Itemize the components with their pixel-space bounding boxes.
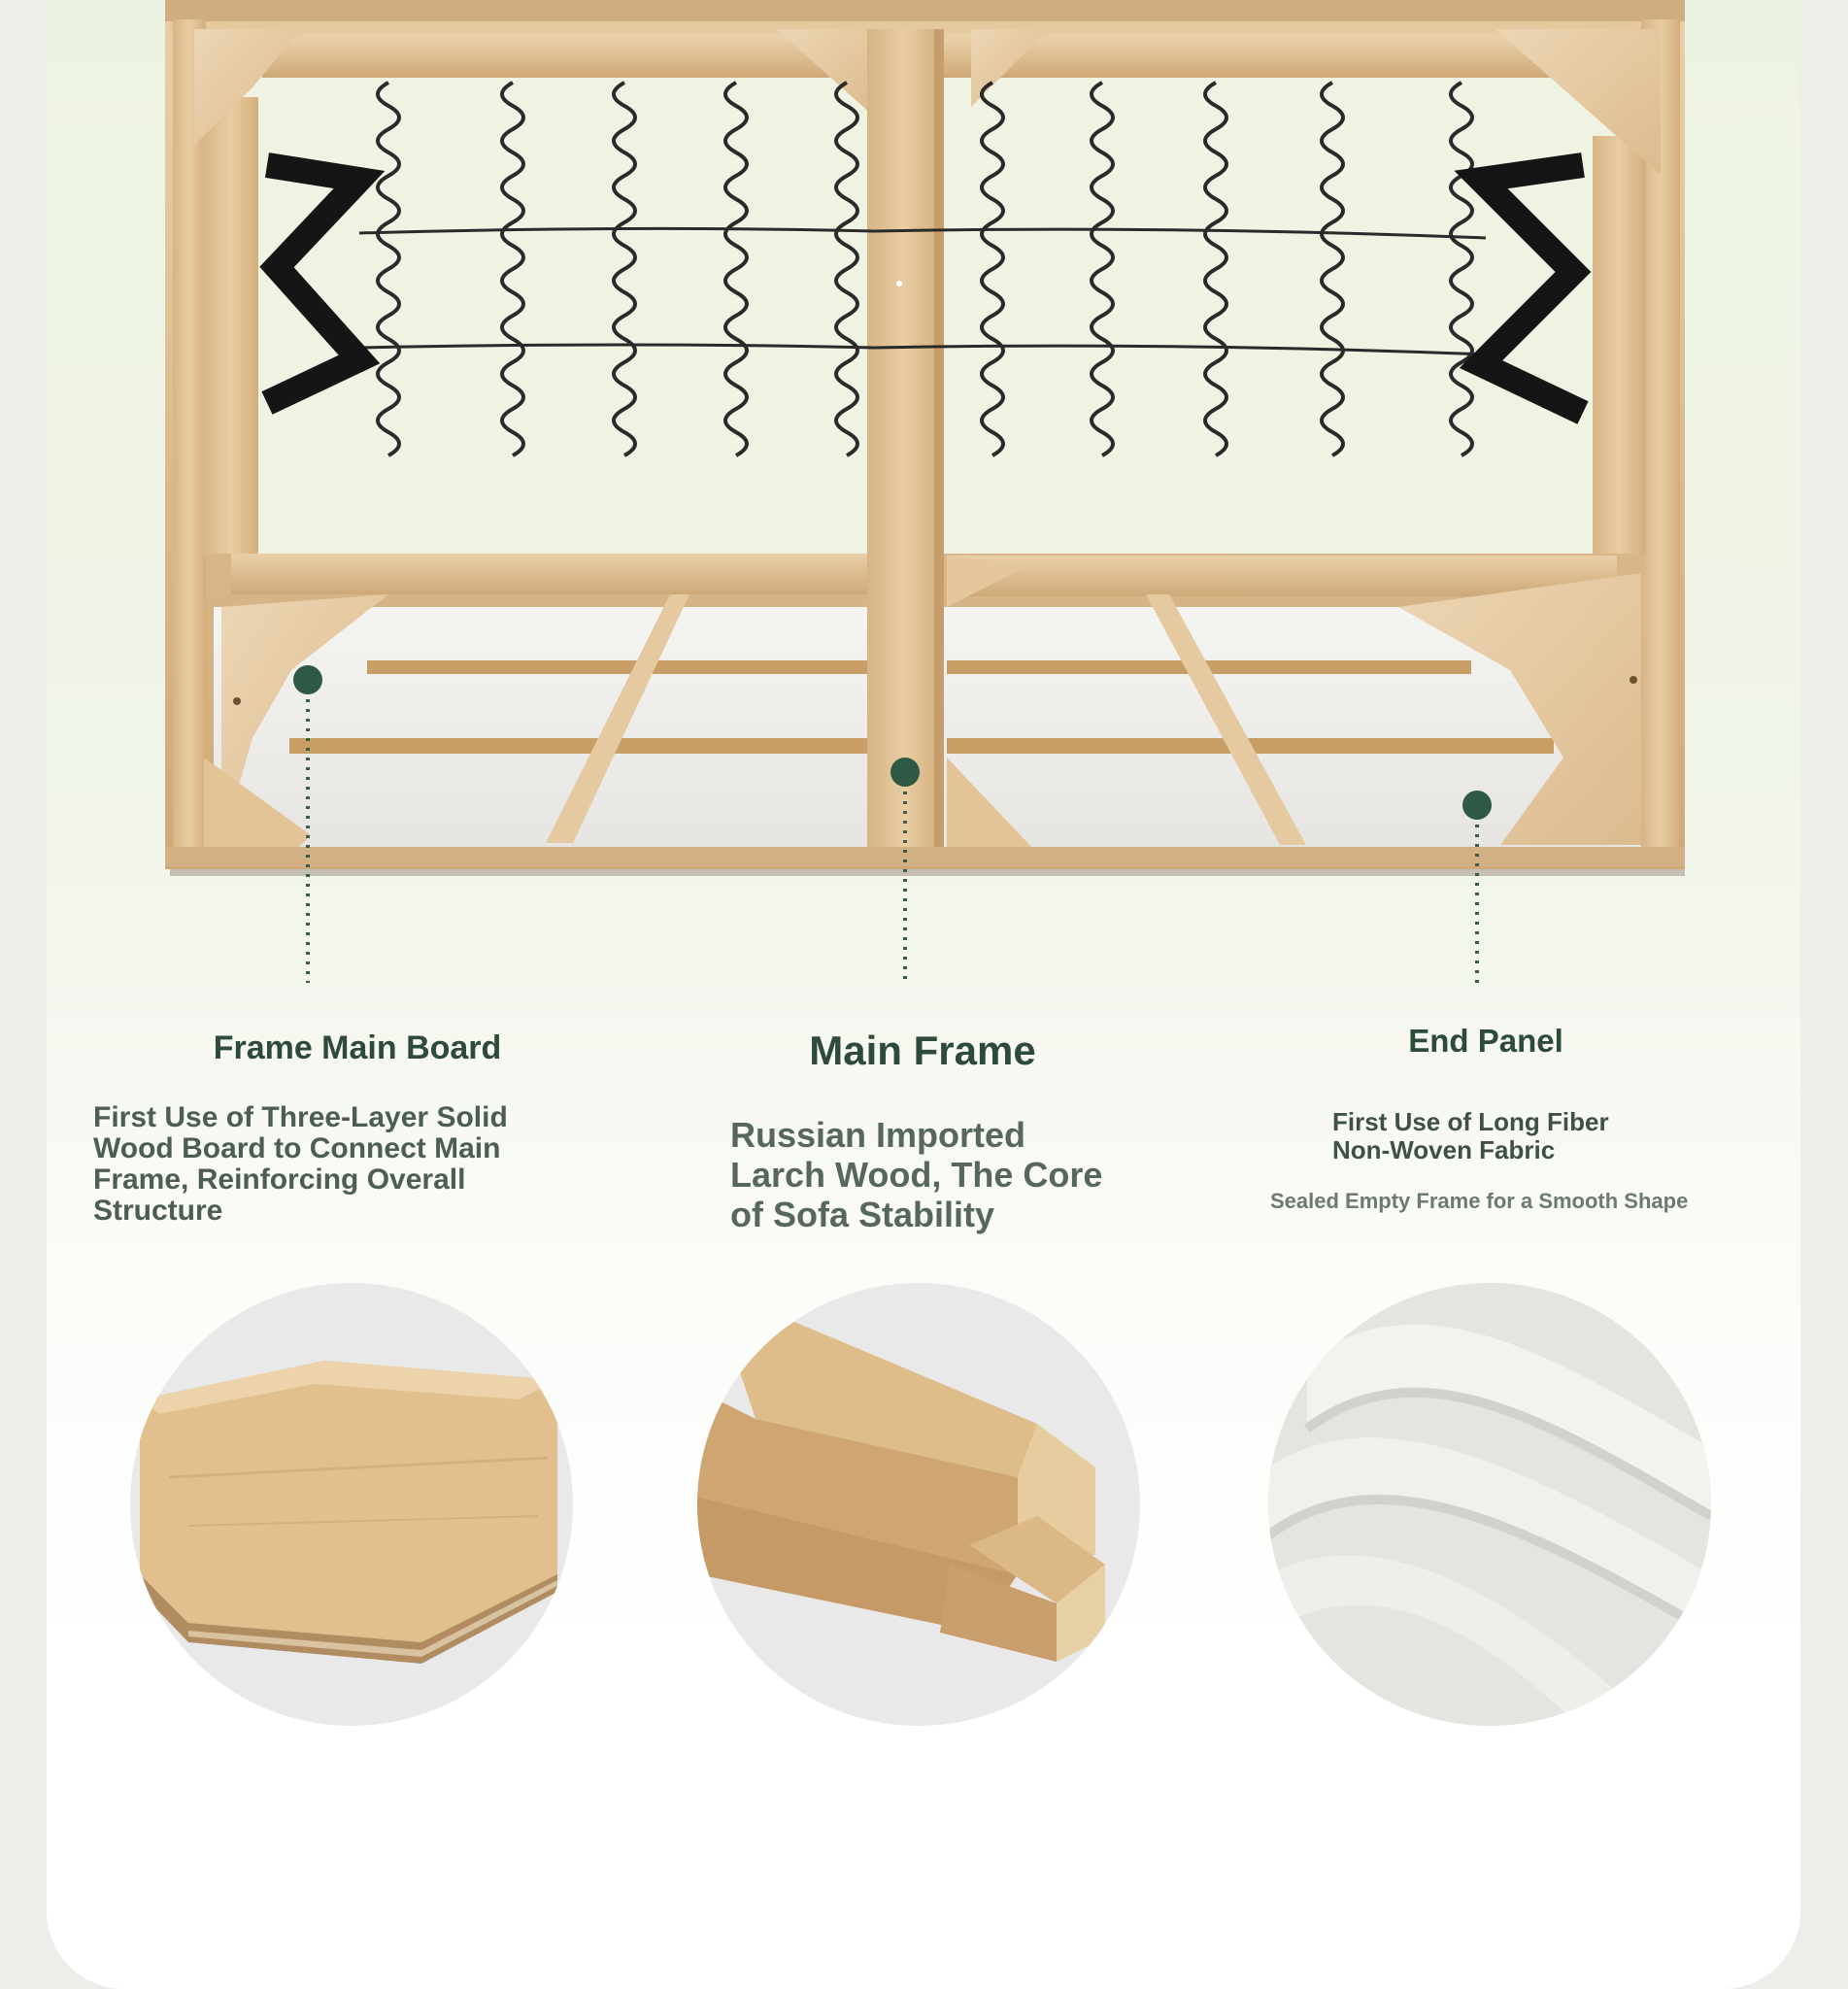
description-line: Non-Woven Fabric <box>1332 1135 1556 1164</box>
feature-description-main-frame <box>730 1115 1148 1234</box>
feature-description-frame-main-board <box>93 1102 579 1227</box>
description-line: of Sofa Stability <box>730 1195 995 1234</box>
thumb-non-woven-fabric <box>1268 1283 1711 1726</box>
callout-dot-icon <box>1462 791 1492 820</box>
thumb-larch-wood <box>697 1283 1140 1726</box>
description-line: Russian Imported <box>730 1115 1026 1155</box>
description-line: Wood Board to Connect Main <box>93 1132 501 1164</box>
feature-subnote-end-panel: Sealed Empty Frame for a Smooth Shape <box>1270 1189 1689 1213</box>
feature-title-main-frame: Main Frame <box>809 1028 1036 1073</box>
description-line: First Use of Long Fiber <box>1332 1107 1609 1136</box>
description-line: Frame, Reinforcing Overall <box>93 1163 466 1196</box>
description-line: Larch Wood, The Core <box>730 1155 1103 1195</box>
callout-end-panel <box>47 0 1800 1068</box>
description-line: Structure <box>93 1195 223 1227</box>
feature-title-end-panel: End Panel <box>1408 1023 1563 1059</box>
thumb-three-layer-board <box>130 1283 573 1726</box>
feature-title-frame-main-board: Frame Main Board <box>213 1029 502 1066</box>
feature-description-end-panel <box>1332 1108 1740 1164</box>
product-detail-card <box>47 0 1800 1989</box>
description-line: First Use of Three-Layer Solid <box>93 1101 508 1133</box>
